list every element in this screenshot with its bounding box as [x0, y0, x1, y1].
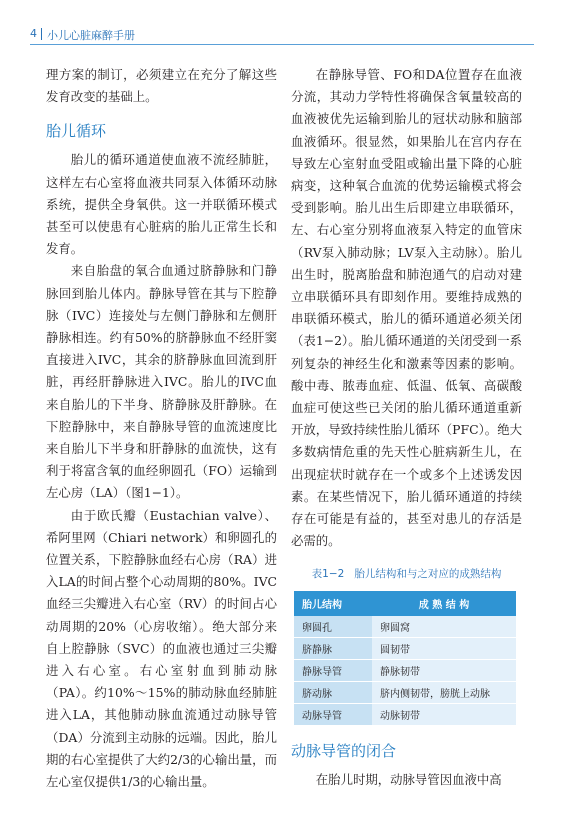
section-heading: 胎儿循环 [46, 122, 107, 141]
table-cell: 卵圆孔 [294, 616, 372, 638]
paragraph: 由于欧氏瓣（Eustachian valve）、希阿里网（Chiari network）和卵圆孔的位置关系，下腔静脉血经右心房（RA）进入LA的时间占整个心动周期的80%。IVC血经三尖瓣进入右心室（RV）的时间占心动周期的20%（心房收缩）。绝大部分来自上腔静脉（SVC）的血液也通过三尖瓣进入右心室。右心室射血到肺动脉（PA）。约10%～15%的肺动脉血经肺脏进入LA，其他肺动脉血流通过动脉导管（DA）分流到主动脉的远端。因此，胎儿期的右心室提供了大约2/3的心输出量，而左心室仅提供1/3的心输出量。 [46, 507, 277, 790]
table-row [294, 682, 516, 704]
running-header [0, 0, 564, 44]
table-cell: 动脉导管 [294, 704, 372, 726]
book-title: 小儿心脏麻醉手册 [47, 29, 135, 42]
paragraph: 胎儿的循环通道使血液不流经肺脏，这样左右心室将血液共同泵入体循环动脉系统，提供全身氧供。这一并联循环模式甚至可以使患有心脏病的胎儿正常生长和发育。 [46, 152, 277, 257]
table-cell: 动脉韧带 [372, 704, 516, 726]
structures-table [294, 591, 516, 726]
header-rule [30, 44, 534, 45]
table-cell: 圆韧带 [372, 638, 516, 660]
table-cell: 脐静脉 [294, 638, 372, 660]
section-heading: 动脉导管的闭合 [291, 742, 397, 761]
table-row [294, 616, 516, 638]
table-number: 表1−2 [311, 568, 345, 581]
table-header-row [294, 591, 516, 616]
left-column [46, 64, 277, 793]
table-caption [291, 552, 522, 591]
table-cell: 静脉导管 [294, 660, 372, 682]
table-cell: 脐动脉 [294, 682, 372, 704]
paragraph: 来自胎盘的氧合血通过脐静脉和门静脉回到胎儿体内。静脉导管在其与下腔静脉（IVC）连接处与左侧门静脉和左侧肝静脉相连。约有50%的脐静脉血不经肝窦直接进入IVC，其余的脐静脉血回流到肝脏，再经肝静脉进入IVC。胎儿的IVC血来自胎儿的下半身、脐静脉及肝静脉。在下腔静脉中，来自静脉导管的血流速度比来自胎儿下半身和肝静脉的血流快，这有利于将富含氧的血经卵圆孔（FO）运输到左心房（LA）（图1−1）。 [46, 263, 277, 501]
table-title: 胎儿结构和与之对应的成熟结构 [354, 568, 502, 581]
right-column [291, 64, 522, 792]
page-number: 4 [30, 27, 37, 40]
paragraph: 理方案的制订，必须建立在充分了解这些发育改变的基础上。 [46, 67, 277, 105]
table-row [294, 704, 516, 726]
table-header-cell: 胎儿结构 [294, 591, 372, 616]
paragraph: 在静脉导管、FO和DA位置存在血液分流，其动力学特性将确保含氧量较高的血液被优先运输到胎儿的冠状动脉和脑部血液循环。很显然，如果胎儿在宫内存在导致左心室射血受阻或输出量下降的心脏病变，这种氧合血流的优势运输模式将会受到影响。胎儿出生后即建立串联循环，左、右心室分别将血液泵入特定的血管床（RV泵入肺动脉；LV泵入主动脉）。胎儿出生时，脱离胎盘和肺泡通气的启动对建立串联循环具有即刻作用。要维持成熟的串联循环模式，胎儿的循环通道必须关闭（表1−2）。胎儿循环通道的关闭受到一系列复杂的神经生化和激素等因素的影响。酸中毒、脓毒血症、低温、低氧、高碳酸血症可使这些已关闭的胎儿循环通道重新开放，导致持续性胎儿循环（PFC）。绝大多数病情危重的先天性心脏病新生儿，在出现症状时就存在一个或多个上述诱发因素。在某些情况下，胎儿循环通道的持续存在可能是有益的，甚至对患儿的存活是必需的。 [291, 67, 522, 549]
header-divider [41, 28, 42, 40]
table-row [294, 660, 516, 682]
table-row [294, 638, 516, 660]
table-header-cell: 成 熟 结 构 [372, 591, 516, 616]
paragraph: 在胎儿时期，动脉导管因血液中高 [315, 772, 502, 788]
table-cell: 卵圆窝 [372, 616, 516, 638]
table-cell: 静脉韧带 [372, 660, 516, 682]
table-cell: 脐内侧韧带，膀胱上动脉 [372, 682, 516, 704]
